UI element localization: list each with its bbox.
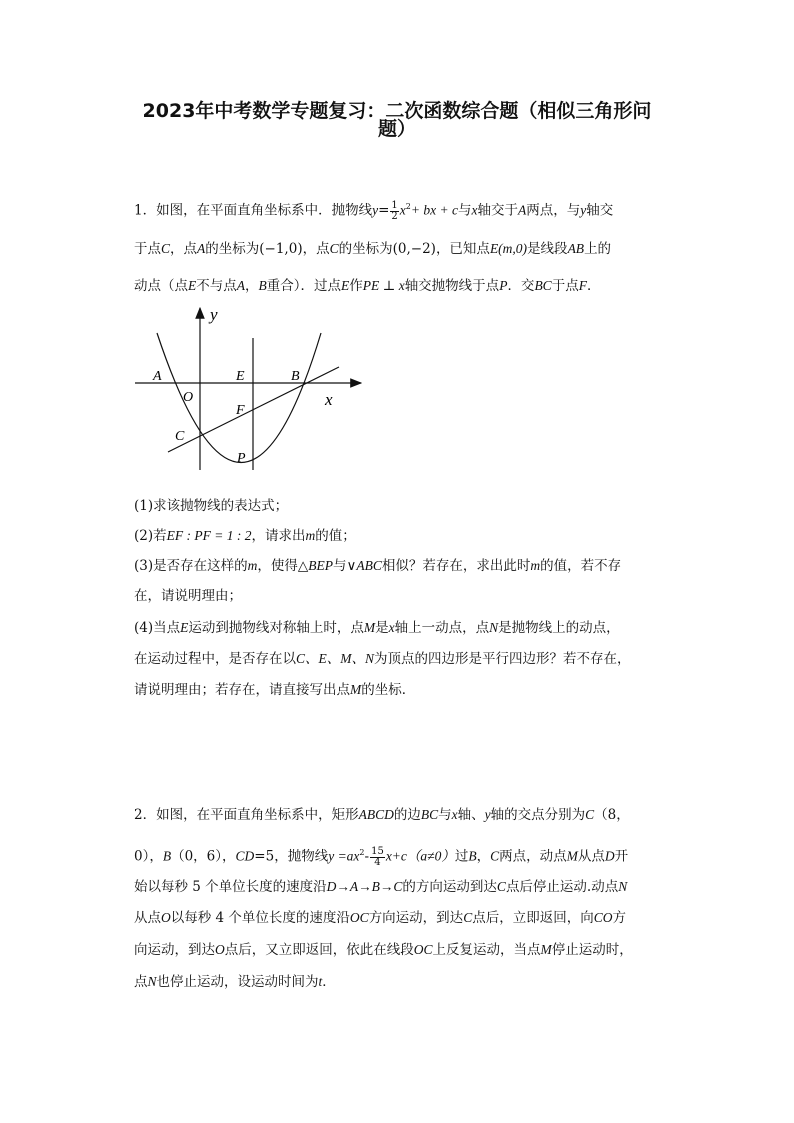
parabola-figure <box>135 300 367 472</box>
q2-line-6: 点N也停止运动，设运动时间为t． <box>134 974 336 990</box>
fraction: $\frac{15}{4}$ <box>371 845 384 868</box>
q1-part-4-cont-2: 请说明理由；若存在，请直接写出点M的坐标． <box>134 682 416 698</box>
label-f: F <box>236 403 245 418</box>
page-title-line-1: 2023年中考数学专题复习：二次函数综合题（相似三角形问 <box>142 100 652 122</box>
q1-part-4: (4)当点E运动到抛物线对称轴上时，点M是x轴上一动点，点N是抛物线上的动点， <box>134 620 620 636</box>
page-title-line-2: 题） <box>377 118 416 140</box>
q1-line-3: 动点（点E不与点A，B重合）．过点E作PE ⊥ x轴交抛物线于点P．交BC于点F． <box>134 278 601 294</box>
fraction: $\frac{1}{2}$ <box>391 199 398 222</box>
label-c: C <box>175 429 185 444</box>
q2-line-3: 始以每秒 5 个单位长度的速度沿D→A→B→C的方向运动到达C点后停止运动.动点N <box>134 879 628 895</box>
q1-line-1: 1．如图，在平面直角坐标系中．抛物线y= $\frac{1}{2}$ $x^2+$ bx + c与x轴交于A两点，与y轴交 <box>134 199 614 222</box>
label-e: E <box>236 369 245 384</box>
q1-part-3: (3)是否存在这样的m，使得△BEP与∨ABC相似？若存在，求出此时m的值，若不存 <box>134 558 622 574</box>
q1-part-3-cont: 在，请说明理由； <box>134 588 242 604</box>
q1-part-2: (2)若EF : PF = 1 : 2，请求出m的值； <box>134 528 356 544</box>
label-a: A <box>153 369 162 384</box>
q1-line-2: 于点C，点A的坐标为(−1,0)，点C的坐标为(0,−2)，已知点E(m,0)是线段AB上的 <box>134 241 612 257</box>
q2-line-4: 从点O以每秒 4 个单位长度的速度沿OC方向运动，到达C点后，立即返回，向CO方 <box>134 910 626 926</box>
label-p: P <box>237 451 246 466</box>
q1-part-1: (1)求该抛物线的表达式； <box>134 498 289 514</box>
q2-line-2: 0），B（0，6），CD=5，抛物线$y =ax^2-$ $\frac{15}{4}$ x+c（a≠0）过B，C两点，动点M从点D开 <box>134 845 629 868</box>
q1-part-4-cont-1: 在运动过程中，是否存在以C、E、M、N为顶点的四边形是平行四边形？若不存在， <box>134 651 631 667</box>
q2-line-1: 2．如图，在平面直角坐标系中，矩形ABCD的边BC与x轴、y轴的交点分别为C（8， <box>134 807 630 823</box>
label-x: x <box>325 390 333 409</box>
label-y: y <box>210 305 218 324</box>
label-o: O <box>183 390 194 405</box>
q2-line-5: 向运动，到达O点后，又立即返回，依此在线段OC上反复运动，当点M停止运动时， <box>134 942 633 958</box>
label-b: B <box>291 369 300 384</box>
